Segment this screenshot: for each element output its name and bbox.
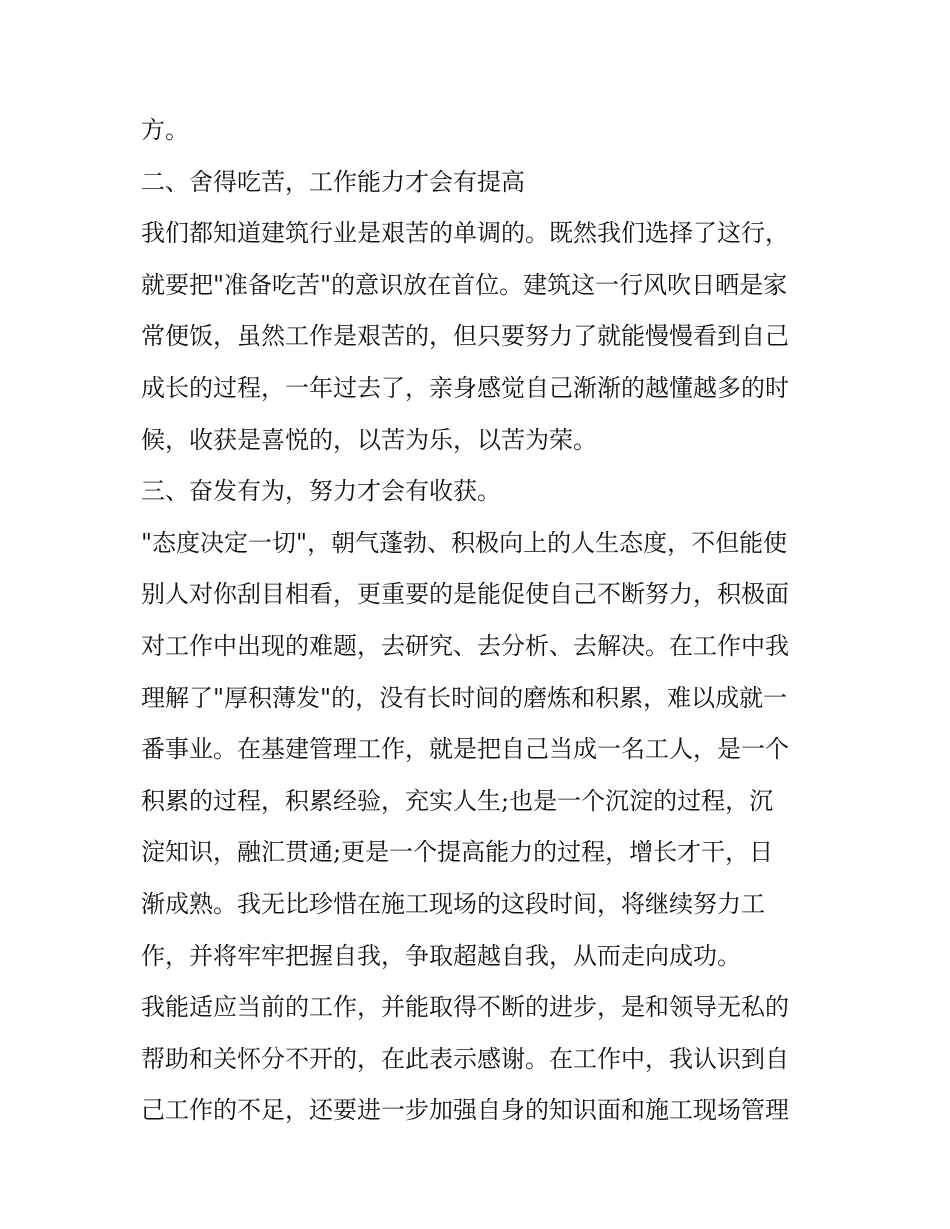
text-line: 作，并将牢牢把握自我，争取超越自我，从而走向成功。: [141, 941, 741, 970]
text-line: 番事业。在基建管理工作，就是把自己当成一名工人，是一个: [141, 735, 789, 764]
text-line: 积累的过程，积累经验，充实人生;也是一个沉淀的过程，沉: [141, 786, 774, 815]
text-line: 常便饭，虽然工作是艰苦的，但只要努力了就能慢慢看到自己: [141, 322, 789, 351]
text-line: 己工作的不足，还要进一步加强自身的知识面和施工现场管理: [141, 1096, 789, 1125]
text-line: 候，收获是喜悦的，以苦为乐，以苦为荣。: [141, 425, 597, 454]
text-line: 就要把"准备吃苦"的意识放在首位。建筑这一行风吹日晒是家: [141, 270, 788, 299]
text-line: 帮助和关怀分不开的，在此表示感谢。在工作中，我认识到自: [141, 1044, 789, 1073]
text-line: "态度决定一切"，朝气蓬勃、积极向上的人生态度，不但能使: [141, 528, 788, 557]
text-line: 淀知识，融汇贯通;更是一个提高能力的过程，增长才干，日: [141, 838, 774, 867]
text-line: 渐成熟。我无比珍惜在施工现场的这段时间，将继续努力工: [141, 889, 765, 918]
text-line: 成长的过程，一年过去了，亲身感觉自己渐渐的越懂越多的时: [141, 373, 789, 402]
body-text: [141, 105, 821, 1137]
section-heading-2: 二、舍得吃苦，工作能力才会有提高: [141, 167, 525, 196]
text-line: 理解了"厚积薄发"的，没有长时间的磨炼和积累，难以成就一: [141, 683, 788, 712]
section-heading-3: 三、奋发有为，努力才会有收获。: [141, 477, 501, 506]
text-line: 方。: [141, 116, 189, 144]
text-line: 对工作中出现的难题，去研究、去分析、去解决。在工作中我: [141, 631, 789, 660]
text-line: 我能适应当前的工作，并能取得不断的进步，是和领导无私的: [141, 993, 789, 1022]
text-line: 别人对你刮目相看，更重要的是能促使自己不断努力，积极面: [141, 580, 789, 609]
text-line: 我们都知道建筑行业是艰苦的单调的。既然我们选择了这行，: [141, 219, 789, 248]
